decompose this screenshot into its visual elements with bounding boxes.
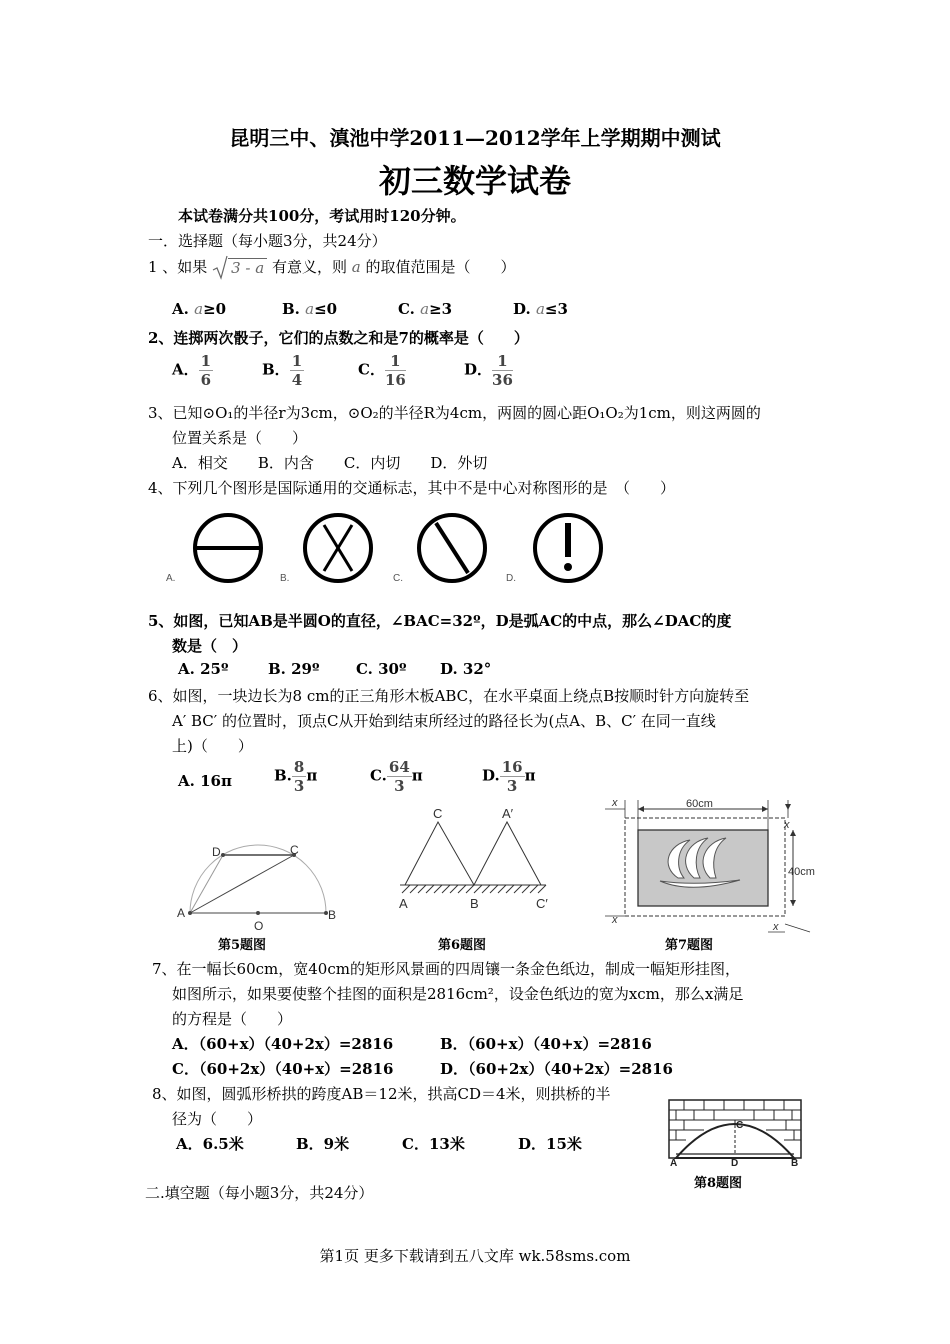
question-6-line-3: 上)（ ）	[172, 737, 253, 755]
option-var: a	[305, 300, 315, 318]
figure-8-arch-bridge	[664, 1092, 814, 1168]
sign-c-icon	[419, 515, 485, 581]
numerator: 64	[388, 758, 410, 776]
q6-option-b	[274, 758, 317, 795]
denominator: 3	[293, 777, 305, 795]
figure-7-frame	[600, 796, 825, 936]
option-label: C．	[358, 360, 385, 379]
numerator: 16	[501, 758, 523, 776]
section-1-heading: 一．选择题（每小题3分，共24分）	[148, 232, 387, 250]
q8-option-c: C．13米	[402, 1135, 465, 1153]
q6-option-d	[482, 758, 536, 795]
height-label: 40cm	[788, 866, 815, 878]
denominator: 16	[384, 371, 406, 389]
fraction	[290, 352, 304, 389]
fraction	[492, 352, 513, 389]
x-label-right: x	[784, 819, 790, 831]
q6-option-a: A. 16π	[178, 772, 232, 790]
sign-label-d: D.	[506, 573, 516, 584]
denominator: 3	[394, 777, 405, 795]
width-label: 60cm	[686, 798, 713, 810]
sign-label-c: C.	[393, 573, 403, 584]
numerator: 8	[293, 758, 305, 776]
numerator: 1	[200, 352, 212, 370]
point-c-label: C	[736, 1120, 744, 1131]
option-rel: ≤0	[314, 300, 338, 318]
page-footer: 第1页 更多下载请到五八文库 wk.58sms.com	[319, 1247, 631, 1265]
question-5-line-2: 数是（ ）	[172, 637, 248, 655]
point-d-label: D	[212, 845, 221, 859]
point-a-label: A	[399, 896, 408, 911]
option-label: B.	[274, 766, 292, 785]
fraction	[387, 758, 412, 795]
q2-option-d	[464, 352, 513, 389]
point-a-label: A	[177, 906, 186, 920]
q5-option-b: B. 29º	[268, 660, 320, 678]
x-label-bottom-left: x	[612, 914, 618, 926]
x-label-top-left: x	[612, 797, 618, 809]
denominator: 6	[200, 371, 212, 389]
option-rel: ≥3	[429, 300, 453, 318]
q1-mid: 有意义，则	[271, 258, 347, 276]
point-c-prime-label: C′	[536, 896, 548, 911]
fraction	[500, 758, 525, 795]
q7-option-b: B．（60+x）（40+x）=2816	[440, 1035, 652, 1053]
question-6-line-2: A′ BC′ 的位置时，顶点C从开始到结束所经过的路径长为(点A、B、C′ 在同一直线	[172, 712, 716, 730]
point-c-label: C	[290, 843, 299, 857]
numerator: 1	[291, 352, 303, 370]
question-4: 4、下列几个图形是国际通用的交通标志，其中不是中心对称图形的是 （ ）	[148, 479, 676, 497]
q7-option-c: C．（60+2x）（40+x）=2816	[172, 1060, 394, 1078]
q1-option-b	[282, 300, 337, 318]
option-label: D.	[482, 766, 500, 785]
q7-option-a: A．（60+x）（40+2x）=2816	[172, 1035, 394, 1053]
q6-option-c	[370, 758, 423, 795]
denominator: 4	[291, 371, 303, 389]
sign-d-icon	[535, 515, 601, 581]
denominator: 36	[492, 371, 513, 389]
q5-option-a: A. 25º	[178, 660, 229, 678]
sign-a-icon	[195, 515, 261, 581]
q8-option-d: D．15米	[518, 1135, 582, 1153]
question-8-line-2: 径为（ ）	[172, 1110, 263, 1128]
option-tail: π	[411, 766, 423, 785]
numerator: 1	[492, 352, 513, 371]
option-label: D．	[464, 360, 493, 379]
exam-title: 昆明三中、滇池中学2011—2012学年上学期期中测试	[229, 126, 721, 150]
sign-label-a: A.	[166, 573, 176, 584]
q2-option-b	[262, 352, 304, 389]
point-c-label: C	[433, 806, 443, 821]
q1-pre: 1 、如果	[148, 258, 208, 276]
option-label: D.	[513, 300, 531, 318]
question-8-line-1: 8、如图，圆弧形桥拱的跨度AB＝12米，拱高CD＝4米，则拱桥的半	[152, 1085, 611, 1103]
figure-5-caption: 第5题图	[218, 938, 267, 953]
q8-option-b: B．9米	[296, 1135, 350, 1153]
q1-post: 的取值范围是（ ）	[365, 258, 516, 276]
traffic-signs-figure	[160, 505, 620, 590]
figure-6-triangles	[390, 800, 570, 920]
q1-option-c	[398, 300, 452, 318]
figure-7-caption: 第7题图	[665, 938, 714, 953]
sqrt-expression	[212, 259, 267, 277]
point-d-label: D	[731, 1158, 739, 1168]
option-var: a	[420, 300, 430, 318]
q7-option-d: D．（60+2x）（40+2x）=2816	[440, 1060, 673, 1078]
point-b-label: B	[791, 1158, 799, 1168]
option-rel: ≥0	[203, 300, 227, 318]
fraction	[199, 352, 213, 389]
q8-option-a: A．6.5米	[176, 1135, 244, 1153]
question-1	[148, 256, 516, 277]
point-a-label: A	[670, 1158, 678, 1168]
question-7-line-2: 如图所示，如果要使整个挂图的面积是2816cm²，设金色纸边的宽为xcm，那么x满足	[172, 985, 744, 1003]
q1-option-a	[172, 300, 226, 318]
exam-intro: 本试卷满分共100分，考试用时120分钟。	[178, 207, 466, 225]
option-label: A．	[172, 360, 199, 379]
fraction	[292, 758, 306, 795]
option-label: C.	[370, 766, 387, 785]
question-3-line-1: 3、已知⊙O₁的半径r为3cm，⊙O₂的半径R为4cm，两圆的圆心距O₁O₂为1cm，则这两圆的	[148, 404, 761, 422]
q1-option-d	[513, 300, 568, 318]
q5-option-d: D. 32°	[440, 660, 492, 678]
numerator: 1	[385, 352, 406, 371]
question-7-line-3: 的方程是（ ）	[172, 1010, 293, 1028]
point-b-label: B	[470, 896, 479, 911]
point-a-prime-label: A′	[502, 806, 514, 821]
q3-options: A．相交 B．内含 C．内切 D．外切	[172, 454, 488, 472]
sqrt-sign-icon	[212, 255, 228, 281]
figure-6-caption: 第6题图	[438, 938, 487, 953]
question-6-line-1: 6、如图，一块边长为8 cm的正三角形木板ABC，在水平桌面上绕点B按顺时针方向旋转至	[148, 687, 750, 705]
option-label: B.	[282, 300, 300, 318]
fraction	[385, 352, 406, 389]
q5-option-c: C. 30º	[356, 660, 407, 678]
q2-option-c	[358, 352, 406, 389]
option-var: a	[194, 300, 204, 318]
ground-hatch	[402, 885, 546, 893]
question-5-line-1: 5、如图，已知AB是半圆O的直径，∠BAC=32º，D是弧AC的中点，那么∠DAC的度	[148, 612, 732, 630]
q2-option-a	[172, 352, 213, 389]
question-2: 2、连掷两次骰子，它们的点数之和是7的概率是（ ）	[148, 329, 529, 347]
question-7-line-1: 7、在一幅长60cm，宽40cm的矩形风景画的四周镶一条金色纸边，制成一幅矩形挂图，	[152, 960, 740, 978]
q1-var: a	[351, 258, 361, 276]
option-label: C.	[398, 300, 415, 318]
sign-label-b: B.	[280, 573, 290, 584]
option-tail: π	[524, 766, 536, 785]
option-label: B．	[262, 360, 290, 379]
x-label-bottom-right: x	[773, 921, 779, 933]
section-2-heading: 二.填空题（每小题3分，共24分）	[145, 1184, 374, 1202]
denominator: 3	[506, 777, 518, 795]
radicand: 3 - a	[228, 258, 267, 277]
option-tail: π	[306, 766, 318, 785]
exam-subtitle: 初三数学试卷	[378, 162, 571, 200]
sign-b-icon	[305, 515, 371, 581]
point-o-label: O	[254, 919, 264, 933]
option-label: A.	[172, 300, 189, 318]
figure-5-semicircle	[170, 838, 350, 933]
point-b-label: B	[328, 908, 337, 922]
question-3-line-2: 位置关系是（ ）	[172, 429, 308, 447]
option-var: a	[535, 300, 545, 318]
option-rel: ≤3	[544, 300, 568, 318]
figure-8-caption: 第8题图	[694, 1176, 743, 1191]
